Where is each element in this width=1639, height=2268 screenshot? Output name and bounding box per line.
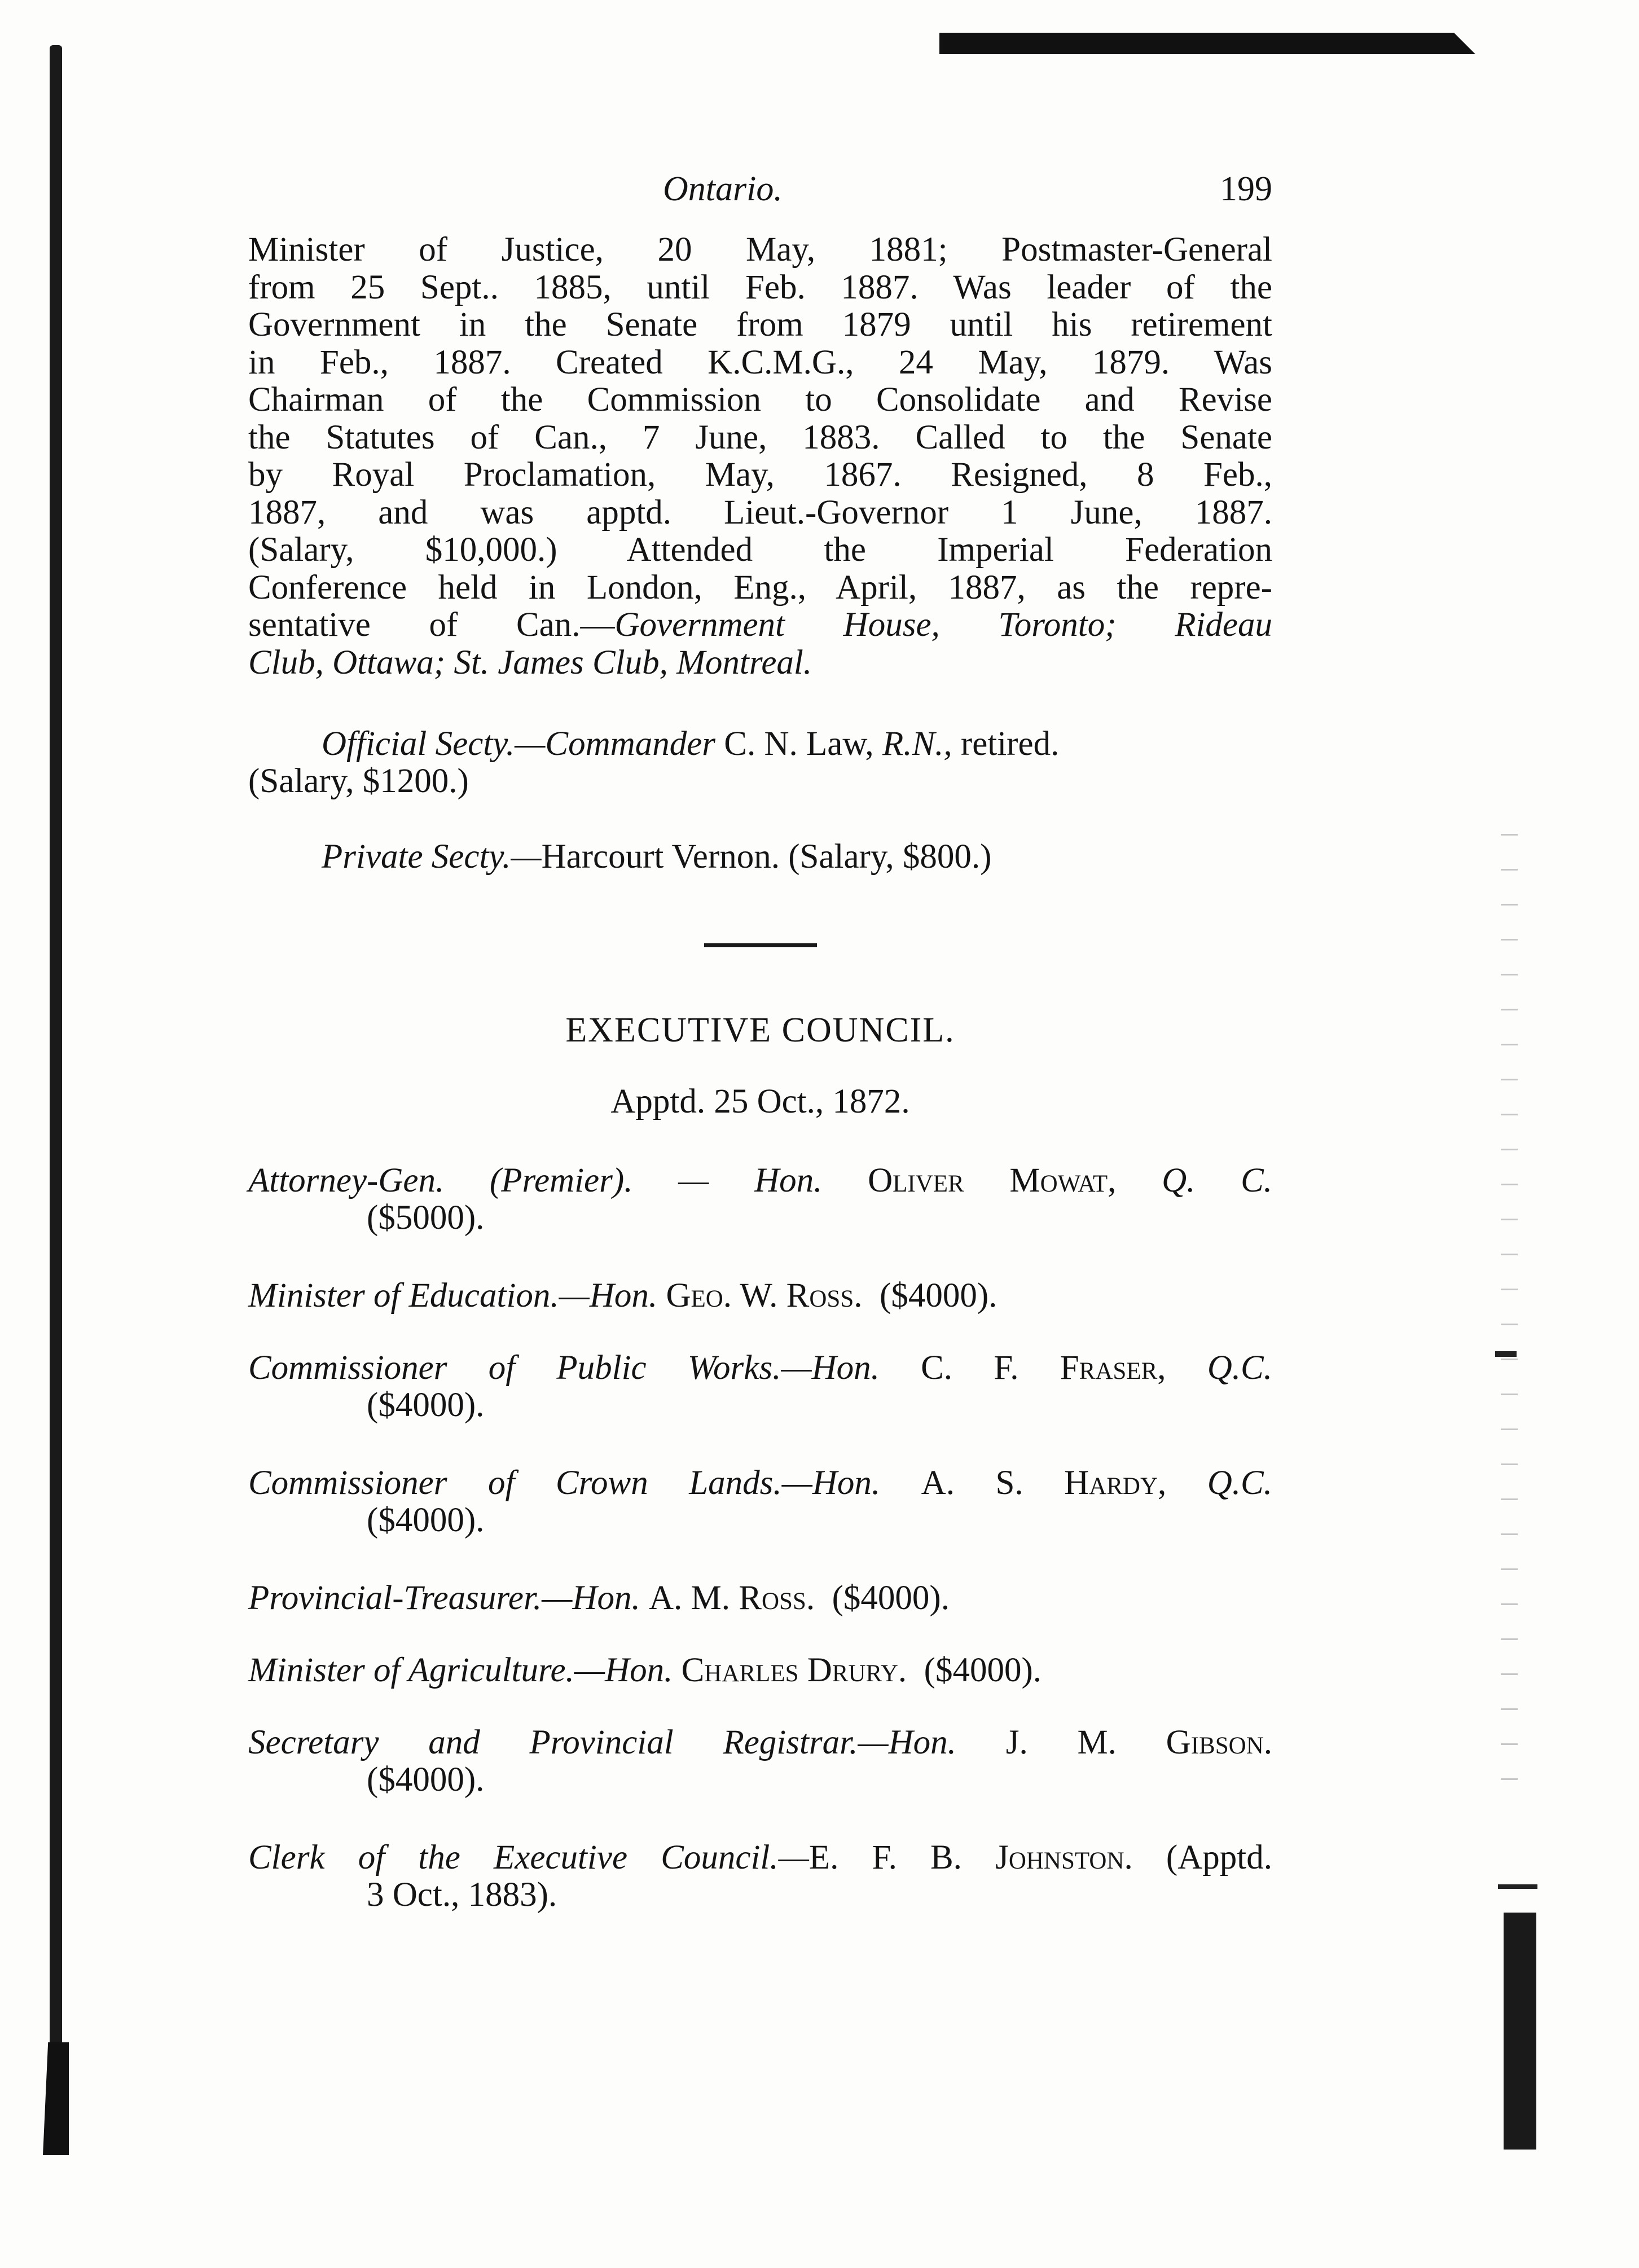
council-entry xyxy=(248,1580,1272,1617)
salary: ($4000). xyxy=(367,1761,485,1799)
office-title: Minister of Agriculture.—Hon. xyxy=(248,1651,673,1689)
salary: ($5000). xyxy=(367,1199,485,1237)
qualification: Q.C. xyxy=(1207,1464,1272,1502)
biography-paragraph xyxy=(248,231,1272,682)
bio-line: Chairman of the Commission to Consolidate and Revise xyxy=(248,381,1272,419)
appointment-date: 3 Oct., 1883). xyxy=(367,1876,557,1914)
page-number: 199 xyxy=(1220,170,1272,208)
person-name: Geo. W. Ross. xyxy=(666,1277,863,1315)
council-entry xyxy=(248,1724,1272,1799)
bio-address: Government House, Toronto; Rideau xyxy=(614,606,1272,644)
status-text: retired. xyxy=(960,725,1060,763)
bio-text: sentative of Can.— xyxy=(248,606,615,644)
salary: ($4000). xyxy=(924,1651,1042,1689)
person-name: A. S. Hardy, xyxy=(921,1464,1167,1502)
bio-line: Conference held in London, Eng., April, 1887, as the repre- xyxy=(248,568,1272,606)
bio-line: from 25 Sept.. 1885, until Feb. 1887. Was leader of the xyxy=(248,268,1272,306)
appointment-date: Apptd. 25 Oct., 1872. xyxy=(610,1083,910,1120)
official-secretary-salary: (Salary, $1200.) xyxy=(248,762,469,800)
entry-line xyxy=(248,1580,1272,1617)
scan-mark xyxy=(1495,1351,1517,1357)
council-entry xyxy=(248,1839,1272,1914)
salary: ($4000). xyxy=(367,1386,485,1424)
private-secretary xyxy=(248,838,1272,876)
person-name: Charles Drury. xyxy=(681,1651,907,1689)
qualification: Q.C. xyxy=(1207,1349,1272,1387)
salary: ($4000). xyxy=(832,1579,950,1617)
entry-line xyxy=(248,1350,1272,1387)
rank-suffix: R.N., xyxy=(882,725,952,763)
bio-line: Government in the Senate from 1879 until his retirement xyxy=(248,306,1272,344)
bio-line: the Statutes of Can., 7 June, 1883. Called to the Senate xyxy=(248,418,1272,456)
person-name: C. F. Fraser, xyxy=(921,1349,1166,1387)
entry-line xyxy=(248,1162,1272,1199)
council-entry xyxy=(248,1652,1272,1689)
office-title: Minister of Education.—Hon. xyxy=(248,1277,658,1315)
person-name-salary: Harcourt Vernon. (Salary, $800.) xyxy=(541,838,992,876)
bio-line: Minister of Justice, 20 May, 1881; Postmaster-General xyxy=(248,231,1272,269)
council-entry xyxy=(248,1277,1272,1315)
council-entry xyxy=(248,1162,1272,1237)
bio-line xyxy=(248,606,1272,644)
bio-line: in Feb., 1887. Created K.C.M.G., 24 May, 1879. Was xyxy=(248,343,1272,381)
scan-binding-edge xyxy=(50,45,62,2155)
office-title: Attorney-Gen. (Premier). — Hon. xyxy=(248,1162,823,1199)
person-name: C. N. Law, xyxy=(724,725,874,763)
council-entry xyxy=(248,1465,1272,1539)
person-name: Oliver Mowat, xyxy=(868,1162,1117,1199)
scan-border-top xyxy=(939,33,1475,54)
section-rule xyxy=(704,943,817,947)
office-title: Clerk of the Executive Council.— xyxy=(248,1839,809,1876)
office-title: Private Secty.— xyxy=(322,838,542,876)
running-title: Ontario. xyxy=(663,170,783,208)
salary: ($4000). xyxy=(367,1501,485,1539)
office-title: Commissioner of Public Works.—Hon. xyxy=(248,1349,880,1387)
person-name: A. M. Ross. xyxy=(648,1579,815,1617)
office-title: Commissioner of Crown Lands.—Hon. xyxy=(248,1464,881,1502)
office-title: Provincial-Treasurer.—Hon. xyxy=(248,1579,640,1617)
scan-edge-right xyxy=(1504,1913,1536,2150)
person-name: E. F. B. Johnston. xyxy=(808,1839,1133,1876)
office-title: Secretary and Provincial Registrar.—Hon. xyxy=(248,1724,956,1761)
official-secretary xyxy=(248,726,1272,763)
bio-address: Club, Ottawa; St. James Club, Montreal. xyxy=(248,643,812,682)
council-entry xyxy=(248,1350,1272,1424)
salary: ($4000). xyxy=(880,1277,998,1315)
person-name: J. M. Gibson. xyxy=(1005,1724,1273,1761)
book-page xyxy=(248,169,1272,1954)
bio-line: (Salary, $10,000.) Attended the Imperial Federation xyxy=(248,531,1272,569)
bio-line: by Royal Proclamation, May, 1867. Resigned, 8 Feb., xyxy=(248,456,1272,494)
entry-line xyxy=(248,1465,1272,1502)
qualification: Q. C. xyxy=(1162,1162,1273,1199)
bio-line xyxy=(248,644,1272,682)
entry-line xyxy=(248,1839,1272,1876)
bio-line: 1887, and was apptd. Lieut.-Governor 1 June, 1887. xyxy=(248,493,1272,531)
running-head xyxy=(248,169,1272,231)
council-list xyxy=(248,1162,1272,1914)
scan-mark xyxy=(1498,1884,1537,1889)
entry-line xyxy=(248,1277,1272,1315)
office-title: Official Secty.—Commander xyxy=(322,725,716,763)
entry-line xyxy=(248,1652,1272,1689)
entry-line xyxy=(248,1724,1272,1761)
appointment-note: (Apptd. xyxy=(1166,1839,1272,1876)
scan-speckles xyxy=(1501,818,1518,1805)
section-heading: EXECUTIVE COUNCIL. xyxy=(565,1011,955,1049)
